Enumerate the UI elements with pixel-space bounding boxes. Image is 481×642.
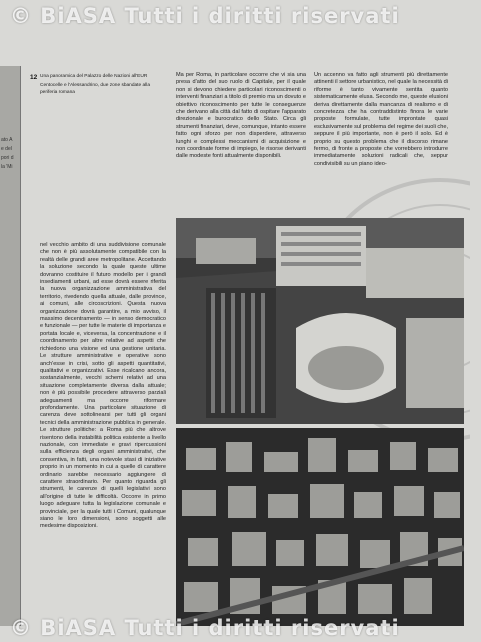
article-column-left: nel vecchio ambito di una suddivisione comunale che non è più assolutamente compatibile con la realtà delle grandi aree metropolitane. Accettando la soluzione secondo la quale queste ultime dovranno costituire il futuro modello per i grandi insediamenti urbani, ad esse dovrà essere riferita la nuova organizzazione amministrativa del territorio, rivedendo quella attuale, dalle province, ai comuni, alle circoscrizioni. Questa nuova organizzazione dovrà garantire, a mio avviso, il massimo decentramento — in senso democratico e funzionale — per tutte le materie di importanza e portata locale e, viceversa, la concentrazione e il coordinamento per altre relative ad aspetti che richiedono una visione ed una gestione unitaria. Le strutture amministrative e operative sono anch'esse in crisi, sotto gli aspetti quantitativi, qualitativi e organizzativi. Esse ricalcano ancora, sostanzialmente, vecchi schemi relativi ad una situazione completamente diversa dalla attuale; non è più possibile procedere attraverso parziali adeguamenti ma occorre riformare profondamente. Una particolare situazione di carenza deve sottolinearsi per tutti gli organi tecnici della amministrazione pubblica in generale. Le strutture politiche: a Roma più che altrove risentono della instabilità politica esistente a livello nazionale, con immediate e gravi ripercussioni sulla efficienza degli organi amministrativi, che consentiva, in fatti, una notevole stasi di iniziative proprio in un momento in cui a quelle di carattere ordinario sarebbe necessario aggiungere di carattere straordinario. Per quanto riguarda gli strumenti, le carenze di quelli legislativi sono all'origine di tutte le difficoltà. Occorre in primo luogo adeguare tutta la legislazione comunale e provinciale, per la quale tutti i Comuni, qualunque siano le loro dimensioni, sono soggetti alle medesime disposizioni. [40, 242, 166, 530]
adjacent-page-text: ato A e del pori d la 'Mi [1, 137, 14, 170]
caption-2: Centocelle e l'Alessandrino, due zone sbandate alla periferia romana [40, 83, 150, 95]
photo-centocelle-alessandrino [176, 428, 464, 626]
photo-captions [40, 74, 160, 99]
adjacent-page-edge [0, 66, 21, 626]
page-number: 12 [30, 74, 38, 81]
copyright-watermark-top: © BiASA Tutti i diritti riservati [10, 4, 400, 28]
article-column-middle: Ma per Roma, in particolare occorre che vi sia una presa d'atto del suo ruolo di Capitale, per il quale non si devono chiedere particolari riconoscimenti o interventi finanziari a titolo di premio ma un dovuto e obiettivo riconoscimento per tutte le conseguenze che derivano alla città dal fatto di ospitare l'apparato direzionale e burocratico dello Stato. Circa gli strumenti finanziari, deve, comunque, intanto essere fatto ogni sforzo per non disperdere, attraverso lunghi e complessi meccanismi di acquisizione e non coordinate forme di impiego, le risorse derivanti dalle modeste fonti attualmente disponibili. [176, 72, 306, 160]
article-column-right: Un accenno va fatto agli strumenti più direttamente attinenti il settore urbanistico, nel quale la necessità di riforme è tanto vivamente sentita quanto sistematicamente elusa. Secondo me, queste elusioni deriva direttamente dalla mancanza di realismo e di concretezza che ha contraddistinto finora le varie proposte formulate, tutte improntate quasi esclusivamente sul problema del regime dei suoli che, seppure il più importante, non è però il solo. Ed è proprio su questo problema che il discorso rimane fermo, di fronte a proposte che vorrebbero introdurre immediatamente soluzioni radicali che, seppur condivisibili su un piano ideo- [314, 72, 448, 167]
copyright-watermark-bottom: © BiASA Tutti i diritti riservati [10, 616, 400, 640]
photo-eur-palazzo [176, 218, 464, 424]
caption-1: Una panoramica del Palazzo delle Nazioni all'EUR [40, 74, 148, 79]
